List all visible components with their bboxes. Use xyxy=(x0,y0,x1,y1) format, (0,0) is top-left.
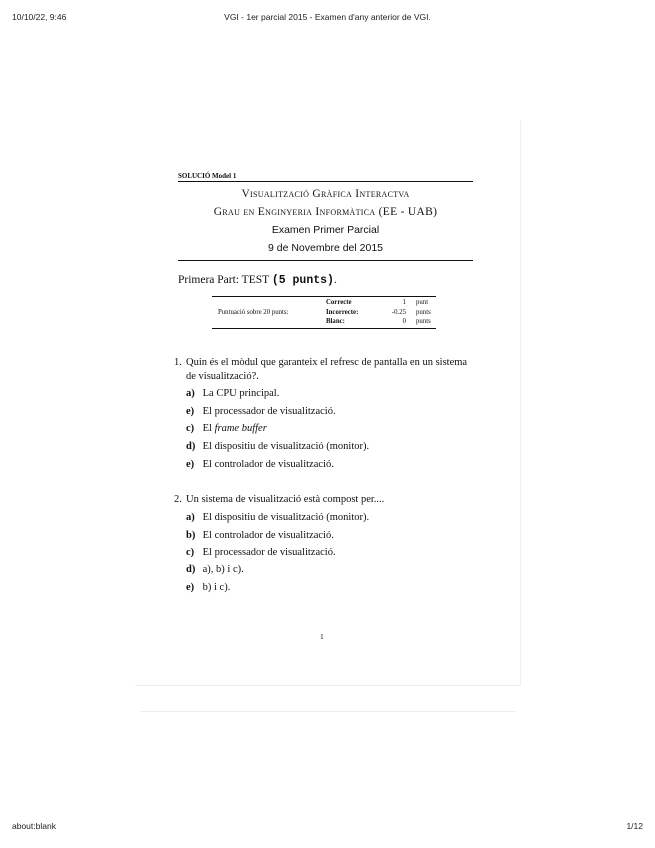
score-unit: punts xyxy=(416,309,431,316)
score-unit: punt xyxy=(416,299,429,306)
option-text: El processador de visualització. xyxy=(202,547,336,558)
score-value: -0.25 xyxy=(391,309,406,316)
option-letter: c) xyxy=(186,423,195,434)
option-letter: e) xyxy=(186,459,195,470)
course-title: Visualització Gràfica Interactva xyxy=(241,188,410,200)
q1-option-a xyxy=(186,388,279,399)
score-row-incorrect xyxy=(326,309,431,316)
part-points: (5 punts) xyxy=(271,274,334,287)
header-rule-bottom xyxy=(178,260,473,261)
score-key: Blanc: xyxy=(326,318,345,325)
page-number: 1 xyxy=(320,632,324,641)
print-url: about:blank xyxy=(12,821,56,831)
q2-option-b xyxy=(186,530,334,541)
question-text: Quin és el mòdul que garanteix el refresc de pantalla en un sistema xyxy=(186,357,468,368)
q2-option-d xyxy=(186,564,244,575)
score-unit: punts xyxy=(416,318,431,325)
q1-option-c xyxy=(186,423,267,434)
q2-option-c xyxy=(186,547,336,558)
option-letter: e) xyxy=(186,406,195,417)
score-label: Puntuació sobre 20 punts: xyxy=(218,309,289,316)
score-key: Incorrecte: xyxy=(326,309,359,316)
score-row-blank xyxy=(326,318,431,325)
print-date: 10/10/22, 9:46 xyxy=(12,12,67,22)
document-page xyxy=(135,120,521,686)
exam-title: Examen Primer Parcial xyxy=(271,224,380,236)
q1-option-d xyxy=(186,441,369,452)
q1-option-e xyxy=(186,459,334,470)
option-letter: e) xyxy=(186,582,195,593)
option-text: La CPU principal. xyxy=(202,388,280,399)
option-text: El controlador de visualització. xyxy=(202,459,334,470)
question-number: 2. xyxy=(174,494,182,505)
header-rule-top xyxy=(178,181,473,182)
question-text-cont: de visualització?. xyxy=(186,371,259,382)
question-2 xyxy=(174,493,489,507)
score-value: 0 xyxy=(402,318,406,325)
degree-title: Grau en Enginyeria Informàtica (EE - UAB) xyxy=(213,206,438,218)
print-title: VGI - 1er parcial 2015 - Examen d'any anterior de VGI. xyxy=(224,12,431,22)
question-number: 1. xyxy=(174,357,182,368)
option-letter: a) xyxy=(186,512,195,523)
question-1 xyxy=(174,356,489,384)
option-text: b) i c). xyxy=(202,582,231,593)
solution-label: SOLUCIÓ Model 1 xyxy=(178,172,237,180)
score-key: Correcte xyxy=(326,299,352,306)
option-text: a), b) i c). xyxy=(202,564,244,575)
exam-date: 9 de Novembre del 2015 xyxy=(268,242,383,254)
part-prefix: Primera Part: TEST xyxy=(178,274,269,286)
q2-option-a xyxy=(186,512,369,523)
option-letter: d) xyxy=(186,441,196,452)
option-emphasis: frame buffer xyxy=(214,423,267,434)
option-letter: d) xyxy=(186,564,196,575)
option-text: El processador de visualització. xyxy=(202,406,336,417)
q1-option-b xyxy=(186,406,336,417)
option-text: El controlador de visualització. xyxy=(202,530,334,541)
question-text: Un sistema de visualització està compost per.... xyxy=(186,494,385,505)
option-letter: c) xyxy=(186,547,195,558)
score-value: 1 xyxy=(402,299,406,306)
score-rule-top xyxy=(212,296,436,297)
part-suffix: . xyxy=(333,274,337,286)
part-heading xyxy=(178,274,337,287)
q2-option-e xyxy=(186,582,230,593)
page-divider xyxy=(140,711,515,712)
option-text: El dispositiu de visualització (monitor). xyxy=(202,512,370,523)
option-letter: b) xyxy=(186,530,196,541)
print-pager: 1/12 xyxy=(626,821,643,831)
option-text: El xyxy=(202,423,215,434)
option-text: El dispositiu de visualització (monitor). xyxy=(202,441,370,452)
score-row-correct xyxy=(326,299,428,306)
score-rule-bottom xyxy=(212,328,436,329)
option-letter: a) xyxy=(186,388,195,399)
